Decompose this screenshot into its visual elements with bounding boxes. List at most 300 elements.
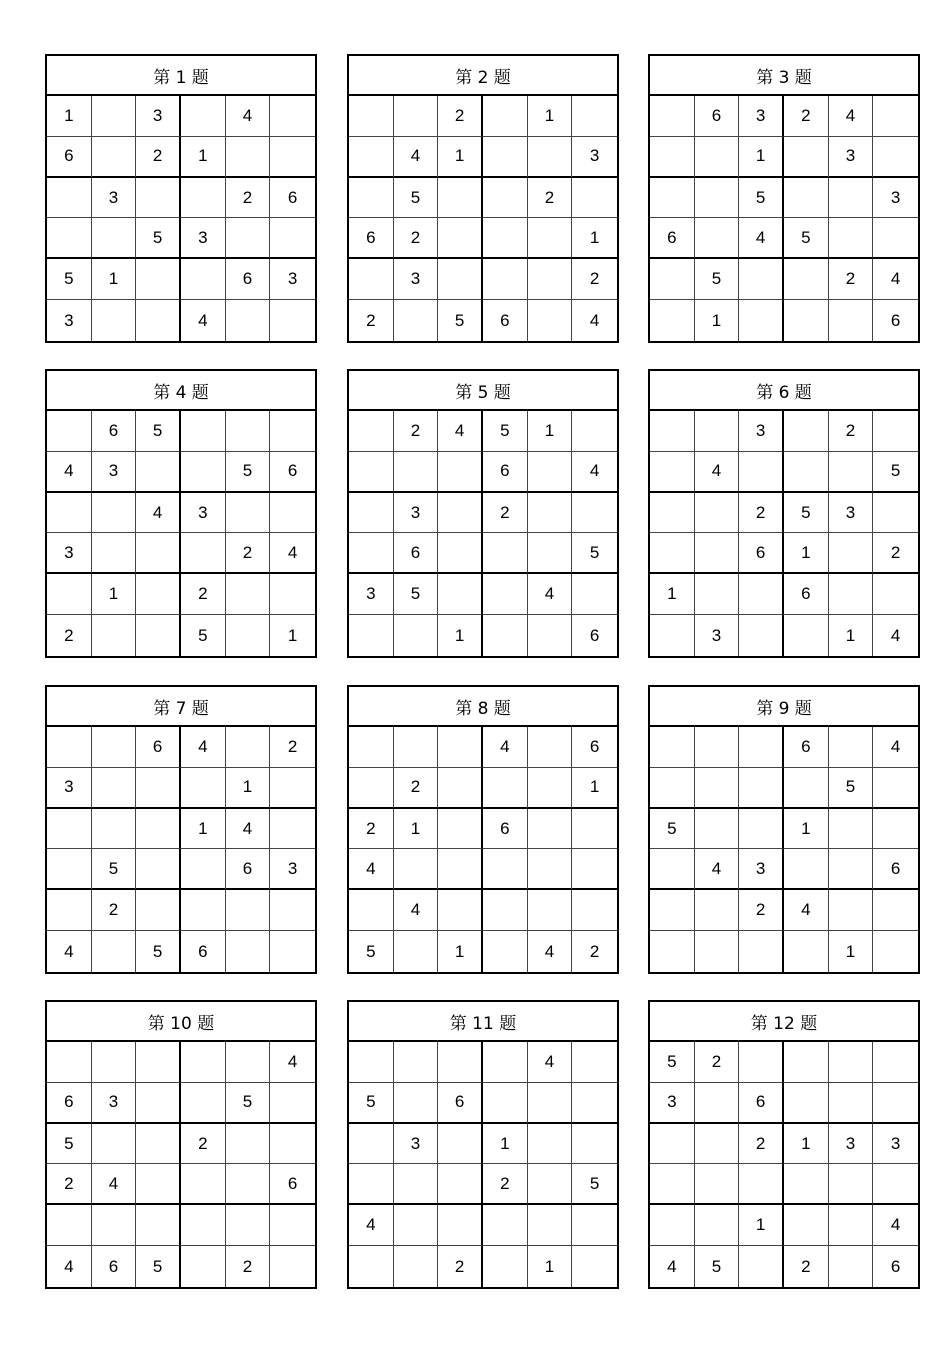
- grid-cell: 6: [394, 533, 439, 574]
- grid-cell: 6: [349, 218, 394, 259]
- grid-cell: [829, 533, 874, 574]
- grid-cell: [829, 574, 874, 615]
- grid-cell: 4: [394, 890, 439, 931]
- grid-cell: [650, 1124, 695, 1165]
- grid-cell: [829, 1205, 874, 1246]
- grid-cell: [650, 931, 695, 972]
- grid-cell: 4: [181, 300, 226, 341]
- grid-cell: 5: [650, 809, 695, 850]
- grid-cell: 6: [784, 727, 829, 768]
- grid-cell: [483, 1083, 528, 1124]
- grid-cell: [181, 1205, 226, 1246]
- grid-cell: 5: [695, 1246, 740, 1287]
- grid-cell: [181, 1246, 226, 1287]
- grid-cell: 3: [829, 137, 874, 178]
- grid-cell: 2: [394, 411, 439, 452]
- grid-cell: 5: [136, 218, 181, 259]
- grid-cell: [181, 96, 226, 137]
- grid-cell: [650, 96, 695, 137]
- grid-cell: 6: [483, 809, 528, 850]
- sudoku-grid: [650, 727, 918, 972]
- grid-cell: [47, 411, 92, 452]
- grid-cell: 4: [650, 1246, 695, 1287]
- grid-cell: 4: [226, 96, 271, 137]
- grid-cell: 6: [890, 1256, 901, 1276]
- grid-cell: [136, 1205, 181, 1246]
- grid-cell: [438, 768, 483, 809]
- grid-cell: [92, 1124, 137, 1165]
- puzzle-title: 第 9 题: [650, 687, 918, 727]
- grid-cell: 1: [784, 809, 829, 850]
- grid-cell: [394, 1164, 439, 1205]
- grid-cell: [784, 300, 829, 341]
- sudoku-grid: [349, 411, 617, 656]
- grid-cell: [47, 574, 92, 615]
- grid-cell: 6: [226, 849, 271, 890]
- grid-cell: [829, 1246, 874, 1287]
- grid-cell: [739, 574, 784, 615]
- grid-cell: 2: [92, 890, 137, 931]
- grid-cell: [873, 768, 918, 809]
- puzzle-title: 第 6 题: [650, 371, 918, 411]
- grid-cell: [270, 300, 315, 341]
- grid-cell: [181, 1083, 226, 1124]
- grid-cell: 2: [226, 178, 271, 219]
- grid-cell: 5: [394, 178, 439, 219]
- grid-cell: 4: [47, 931, 92, 972]
- grid-cell: [438, 493, 483, 534]
- grid-cell: [483, 96, 528, 137]
- grid-cell: [136, 890, 181, 931]
- puzzle-title: 第 10 题: [47, 1002, 315, 1042]
- grid-cell: 3: [136, 96, 181, 137]
- grid-cell: [650, 890, 695, 931]
- sudoku-puzzle-11: [347, 1000, 619, 1289]
- grid-cell: [650, 178, 695, 219]
- grid-cell: [784, 1083, 829, 1124]
- grid-cell: [270, 96, 315, 137]
- grid-cell: 2: [226, 1246, 271, 1287]
- grid-cell: [181, 178, 226, 219]
- grid-cell: [873, 137, 918, 178]
- grid-cell: 4: [528, 931, 573, 972]
- grid-cell: 4: [226, 809, 271, 850]
- grid-cell: [572, 493, 617, 534]
- grid-cell: 1: [695, 300, 740, 341]
- puzzle-title: 第 11 题: [349, 1002, 617, 1042]
- grid-cell: [349, 1246, 394, 1287]
- sudoku-grid: [650, 96, 918, 341]
- grid-cell: [695, 1083, 740, 1124]
- grid-cell: 4: [270, 1042, 315, 1083]
- grid-cell: 1: [784, 1124, 829, 1165]
- grid-cell: [136, 1124, 181, 1165]
- grid-cell: 4: [394, 137, 439, 178]
- grid-cell: [695, 1205, 740, 1246]
- grid-cell: [270, 931, 315, 972]
- grid-cell: [483, 1246, 528, 1287]
- grid-cell: [695, 890, 740, 931]
- grid-cell: 6: [483, 300, 528, 341]
- grid-cell: [226, 615, 271, 656]
- grid-cell: [650, 493, 695, 534]
- grid-cell: [873, 411, 918, 452]
- grid-cell: [483, 137, 528, 178]
- grid-cell: [528, 809, 573, 850]
- grid-cell: [572, 890, 617, 931]
- grid-cell: [47, 890, 92, 931]
- grid-cell: [181, 533, 226, 574]
- grid-cell: [47, 493, 92, 534]
- grid-cell: 3: [394, 1124, 439, 1165]
- grid-cell: 2: [829, 411, 874, 452]
- grid-cell: 5: [92, 849, 137, 890]
- grid-cell: [650, 300, 695, 341]
- grid-cell: [572, 1246, 617, 1287]
- grid-cell: 1: [483, 1124, 528, 1165]
- grid-cell: [92, 218, 137, 259]
- grid-cell: [483, 931, 528, 972]
- grid-cell: [873, 218, 918, 259]
- grid-cell: 4: [784, 890, 829, 931]
- grid-cell: [349, 178, 394, 219]
- grid-cell: [394, 452, 439, 493]
- grid-cell: [92, 533, 137, 574]
- grid-cell: [528, 452, 573, 493]
- grid-cell: [438, 1042, 483, 1083]
- sudoku-puzzle-7: [45, 685, 317, 974]
- grid-cell: 6: [589, 625, 600, 645]
- grid-cell: [394, 1246, 439, 1287]
- grid-cell: 3: [572, 137, 617, 178]
- grid-cell: [528, 1083, 573, 1124]
- grid-cell: [829, 1042, 874, 1083]
- grid-cell: [739, 1164, 784, 1205]
- grid-cell: [47, 727, 92, 768]
- sudoku-puzzle-12: [648, 1000, 920, 1289]
- sudoku-puzzle-4: [45, 369, 317, 658]
- grid-cell: 4: [572, 452, 617, 493]
- grid-cell: [270, 768, 315, 809]
- grid-cell: [483, 615, 528, 656]
- grid-cell: [92, 137, 137, 178]
- grid-cell: [394, 1083, 439, 1124]
- sudoku-puzzle-9: [648, 685, 920, 974]
- grid-cell: [349, 615, 394, 656]
- grid-cell: [136, 849, 181, 890]
- grid-cell: [438, 1164, 483, 1205]
- grid-cell: 1: [739, 137, 784, 178]
- grid-cell: 1: [92, 574, 137, 615]
- puzzle-title: 第 8 题: [349, 687, 617, 727]
- grid-cell: 6: [270, 178, 315, 219]
- grid-cell: [394, 849, 439, 890]
- grid-cell: 2: [438, 96, 483, 137]
- grid-cell: 4: [589, 310, 600, 330]
- grid-cell: [394, 615, 439, 656]
- grid-cell: [226, 1124, 271, 1165]
- grid-cell: 4: [349, 1205, 394, 1246]
- grid-cell: [572, 1083, 617, 1124]
- grid-cell: 5: [483, 411, 528, 452]
- grid-cell: [47, 1042, 92, 1083]
- grid-cell: 1: [394, 809, 439, 850]
- grid-cell: [695, 809, 740, 850]
- grid-cell: 5: [136, 1246, 181, 1287]
- grid-cell: [47, 809, 92, 850]
- grid-cell: 6: [47, 137, 92, 178]
- grid-cell: [650, 1164, 695, 1205]
- grid-cell: 3: [739, 96, 784, 137]
- grid-cell: [483, 890, 528, 931]
- grid-cell: 3: [739, 849, 784, 890]
- grid-cell: 1: [438, 137, 483, 178]
- grid-cell: [136, 452, 181, 493]
- grid-cell: [784, 768, 829, 809]
- grid-cell: 2: [438, 1246, 483, 1287]
- grid-cell: [136, 178, 181, 219]
- grid-cell: [438, 574, 483, 615]
- grid-cell: [829, 890, 874, 931]
- grid-cell: [270, 137, 315, 178]
- grid-cell: [650, 768, 695, 809]
- grid-cell: 2: [784, 1246, 829, 1287]
- grid-cell: [873, 1042, 918, 1083]
- grid-cell: [92, 300, 137, 341]
- grid-cell: 2: [226, 533, 271, 574]
- grid-cell: 4: [47, 1246, 92, 1287]
- grid-cell: [226, 931, 271, 972]
- grid-cell: 5: [136, 411, 181, 452]
- grid-cell: [572, 574, 617, 615]
- puzzle-title: 第 2 题: [349, 56, 617, 96]
- grid-cell: [438, 452, 483, 493]
- grid-cell: 2: [739, 493, 784, 534]
- grid-cell: [181, 1042, 226, 1083]
- grid-cell: [784, 452, 829, 493]
- grid-cell: 2: [589, 941, 600, 961]
- grid-cell: [784, 1205, 829, 1246]
- grid-cell: [349, 1164, 394, 1205]
- grid-cell: 1: [438, 931, 483, 972]
- grid-cell: 6: [739, 533, 784, 574]
- grid-cell: 4: [695, 452, 740, 493]
- sudoku-grid: [47, 96, 315, 341]
- grid-cell: [136, 1042, 181, 1083]
- grid-cell: 2: [695, 1042, 740, 1083]
- grid-cell: [695, 411, 740, 452]
- grid-cell: 1: [528, 411, 573, 452]
- sudoku-grid: [47, 727, 315, 972]
- grid-cell: [181, 768, 226, 809]
- grid-cell: 5: [572, 1164, 617, 1205]
- grid-cell: 6: [92, 411, 137, 452]
- grid-cell: [483, 533, 528, 574]
- grid-cell: [349, 1124, 394, 1165]
- grid-cell: 5: [784, 493, 829, 534]
- grid-cell: [739, 615, 784, 656]
- grid-cell: [695, 218, 740, 259]
- grid-cell: [873, 890, 918, 931]
- grid-cell: [784, 1042, 829, 1083]
- grid-cell: [528, 218, 573, 259]
- grid-cell: [650, 411, 695, 452]
- grid-cell: [181, 411, 226, 452]
- grid-cell: [695, 1124, 740, 1165]
- grid-cell: [92, 768, 137, 809]
- grid-cell: 6: [695, 96, 740, 137]
- grid-cell: [226, 727, 271, 768]
- grid-cell: [528, 768, 573, 809]
- grid-cell: 5: [47, 1124, 92, 1165]
- grid-cell: [349, 452, 394, 493]
- grid-cell: 4: [349, 849, 394, 890]
- grid-cell: 1: [181, 809, 226, 850]
- grid-cell: 6: [483, 452, 528, 493]
- sudoku-grid: [349, 1042, 617, 1287]
- grid-cell: [136, 574, 181, 615]
- grid-cell: [873, 574, 918, 615]
- grid-cell: [92, 1205, 137, 1246]
- grid-cell: [572, 809, 617, 850]
- grid-cell: [528, 890, 573, 931]
- grid-cell: [349, 493, 394, 534]
- grid-cell: [226, 1164, 271, 1205]
- grid-cell: [528, 300, 573, 341]
- grid-cell: [739, 768, 784, 809]
- grid-cell: 4: [528, 574, 573, 615]
- grid-cell: [270, 809, 315, 850]
- grid-cell: [349, 890, 394, 931]
- grid-cell: 1: [181, 137, 226, 178]
- grid-cell: [873, 809, 918, 850]
- grid-cell: [695, 493, 740, 534]
- grid-cell: [528, 493, 573, 534]
- grid-cell: [650, 1205, 695, 1246]
- grid-cell: 1: [739, 1205, 784, 1246]
- grid-cell: 3: [181, 218, 226, 259]
- grid-cell: [528, 137, 573, 178]
- grid-cell: [829, 178, 874, 219]
- grid-cell: [226, 218, 271, 259]
- grid-cell: 2: [47, 615, 92, 656]
- grid-cell: 5: [226, 1083, 271, 1124]
- grid-cell: [438, 218, 483, 259]
- grid-cell: [47, 218, 92, 259]
- grid-cell: [528, 849, 573, 890]
- grid-cell: 6: [181, 931, 226, 972]
- grid-cell: 1: [226, 768, 271, 809]
- grid-cell: [438, 178, 483, 219]
- grid-cell: 4: [739, 218, 784, 259]
- grid-cell: 5: [349, 1083, 394, 1124]
- grid-cell: 2: [528, 178, 573, 219]
- grid-cell: [136, 809, 181, 850]
- grid-cell: [438, 533, 483, 574]
- grid-cell: 3: [394, 493, 439, 534]
- grid-cell: 4: [890, 625, 901, 645]
- grid-cell: [92, 727, 137, 768]
- grid-cell: [873, 96, 918, 137]
- grid-cell: [226, 890, 271, 931]
- grid-cell: 2: [784, 96, 829, 137]
- grid-cell: [572, 178, 617, 219]
- grid-cell: 1: [572, 218, 617, 259]
- grid-cell: [483, 178, 528, 219]
- grid-cell: [873, 493, 918, 534]
- grid-cell: [572, 411, 617, 452]
- grid-cell: 1: [650, 574, 695, 615]
- grid-cell: [829, 809, 874, 850]
- grid-cell: [136, 768, 181, 809]
- grid-cell: [695, 178, 740, 219]
- grid-cell: [695, 727, 740, 768]
- grid-cell: 5: [349, 931, 394, 972]
- grid-cell: 4: [873, 259, 918, 300]
- grid-cell: [572, 849, 617, 890]
- grid-cell: [695, 1164, 740, 1205]
- grid-cell: 6: [784, 574, 829, 615]
- grid-cell: 4: [47, 452, 92, 493]
- grid-cell: 3: [650, 1083, 695, 1124]
- grid-cell: 3: [47, 533, 92, 574]
- grid-cell: 3: [270, 259, 315, 300]
- grid-cell: 5: [394, 574, 439, 615]
- grid-cell: 1: [528, 1246, 573, 1287]
- grid-cell: [650, 849, 695, 890]
- grid-cell: [695, 768, 740, 809]
- grid-cell: 5: [695, 259, 740, 300]
- grid-cell: 4: [136, 493, 181, 534]
- grid-cell: 4: [873, 727, 918, 768]
- grid-cell: [873, 1083, 918, 1124]
- grid-cell: [270, 411, 315, 452]
- sudoku-grid: [349, 96, 617, 341]
- grid-cell: [528, 727, 573, 768]
- grid-cell: [181, 890, 226, 931]
- sudoku-grid: [650, 411, 918, 656]
- grid-cell: [92, 615, 137, 656]
- sudoku-grid: [349, 727, 617, 972]
- grid-cell: 6: [873, 849, 918, 890]
- grid-cell: [483, 574, 528, 615]
- grid-cell: 1: [438, 615, 483, 656]
- grid-cell: [739, 300, 784, 341]
- grid-cell: [829, 300, 874, 341]
- grid-cell: [349, 533, 394, 574]
- grid-cell: [650, 727, 695, 768]
- grid-cell: 6: [92, 1246, 137, 1287]
- grid-cell: [349, 768, 394, 809]
- grid-cell: [92, 96, 137, 137]
- grid-cell: 1: [829, 931, 874, 972]
- grid-cell: [739, 259, 784, 300]
- grid-cell: [650, 452, 695, 493]
- grid-cell: 3: [47, 768, 92, 809]
- grid-cell: [226, 1205, 271, 1246]
- grid-cell: 3: [829, 493, 874, 534]
- grid-cell: [226, 300, 271, 341]
- grid-cell: [270, 890, 315, 931]
- grid-cell: [181, 1164, 226, 1205]
- grid-cell: 5: [572, 533, 617, 574]
- grid-cell: [349, 1042, 394, 1083]
- grid-cell: [483, 1205, 528, 1246]
- grid-cell: [438, 849, 483, 890]
- grid-cell: [438, 259, 483, 300]
- grid-cell: [784, 1164, 829, 1205]
- grid-cell: [438, 890, 483, 931]
